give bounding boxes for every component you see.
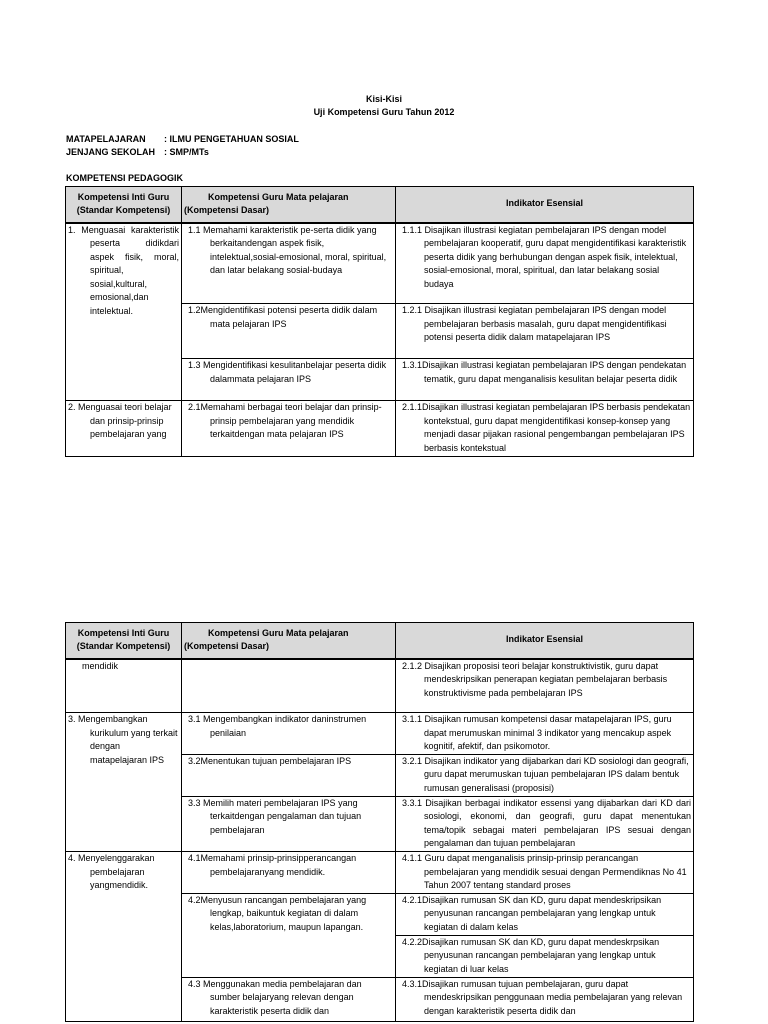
- subject-competency-cell: 1.2Mengidentifikasi potensi peserta didik dalam mata pelajaran IPS: [182, 304, 396, 359]
- indicator-cell: 4.2.1Disajikan rumusan SK dan KD, guru dapat mendeskripsikan penyusunan rancangan pembelajaran yang lengkap untuk kegiatan di dalam kelas: [396, 893, 694, 935]
- header-core-competency: Kompetensi Inti Guru (Standar Kompetensi): [66, 623, 182, 659]
- core-competency-cell: 2. Menguasai teori belajar dan prinsip-prinsip pembelajaran yang: [66, 401, 182, 457]
- indicator-cell: 3.3.1 Disajikan berbagai indikator essensi yang dijabarkan dari KD dari sosiologi, ekonomi, dan geografi, guru dapat menentukan tema/topik sebagai materi pembelajaran IPS sesuai dengan pengalaman dan tujuan pembelajaran: [396, 796, 694, 851]
- core-competency-cell: 3. Mengembangkan kurikulum yang terkait dengan matapelajaran IPS: [66, 713, 182, 852]
- subject-competency-cell: 3.2Menentukan tujuan pembelajaran IPS: [182, 754, 396, 796]
- document-title: Kisi-Kisi: [365, 94, 402, 104]
- subject-competency-cell: 4.3 Menggunakan media pembelajaran dan sumber belajaryang relevan dengan karakteristik peserta didik dan: [182, 977, 396, 1021]
- indicator-cell: 3.2.1 Disajikan indikator yang dijabarkan dari KD sosiologi dan geografi, guru dapat merumuskan tujuan pembelajaran IPS dalam bentuk rumusan generalisasi (proposisi): [396, 754, 694, 796]
- subject-value: : ILMU PENGETAHUAN SOSIAL: [164, 134, 299, 144]
- section-heading: KOMPETENSI PEDAGOGIK: [66, 173, 184, 183]
- table-header-row: [66, 623, 694, 659]
- indicator-cell: 2.1.2 Disajikan proposisi teori belajar konstruktivistik, guru dapat mendeskripsikan penerapan kegiatan pembelajaran berbasis konstruktivisme pada pembelajaran IPS: [396, 659, 694, 713]
- table-row: [66, 659, 694, 713]
- level-key: JENJANG SEKOLAH: [66, 147, 156, 157]
- indicator-cell: 4.3.1Disajikan rumusan tujuan pembelajaran, guru dapat mendeskripsikan penggunaan media pembelajaran yang relevan dengan karakteristik peserta didik dan: [396, 977, 694, 1021]
- indicator-cell: 1.3.1Disajikan illustrasi kegiatan pembelajaran IPS dengan pendekatan tematik, guru dapat menganalisis kesulitan belajar peserta didik: [396, 359, 694, 401]
- indicator-cell: 1.2.1 Disajikan illustrasi kegiatan pembelajaran IPS dengan model pembelajaran berbasis masalah, guru dapat mengidentifikasi potensi peserta didik dalam matapelajaran IPS: [396, 304, 694, 359]
- subject-key: MATAPELAJARAN: [66, 134, 146, 144]
- indicator-cell: 1.1.1 Disajikan illustrasi kegiatan pembelajaran IPS dengan model pembelajaran kooperatif, guru dapat mengidentifikasi karakteristik peserta didik yang berhubungan dengan aspek fisik, intelektual, sosial-emosional, moral, spiritual, dan latar belakang sosial budaya: [396, 223, 694, 304]
- document-subtitle: Uji Kompetensi Guru Tahun 2012: [313, 107, 455, 117]
- subject-competency-cell: 3.1 Mengembangkan indikator daninstrumen penilaian: [182, 713, 396, 755]
- subject-competency-cell: 2.1Memahami berbagai teori belajar dan prinsip-prinsip pembelajaran yang mendidik terkaitdengan mata pelajaran IPS: [182, 401, 396, 457]
- subject-competency-cell: [182, 659, 396, 713]
- subject-competency-cell: 1.1 Memahami karakteristik pe-serta didik yang berkaitandengan aspek fisik, intelektual,sosial-emosional, moral, spiritual, dan latar belakang sosial-budaya: [182, 223, 396, 304]
- competency-table-2: [65, 622, 694, 1022]
- indicator-cell: 4.1.1 Guru dapat menganalisis prinsip-prinsip perancangan pembelajaran yang mendidik sesuai dengan Permendiknas No 41 Tahun 2007 tentang standard proses: [396, 851, 694, 893]
- level-value: : SMP/MTs: [164, 147, 209, 157]
- table-row: [66, 851, 694, 893]
- subject-competency-cell: 1.3 Mengidentifikasi kesulitanbelajar peserta didik dalammata pelajaran IPS: [182, 359, 396, 401]
- core-competency-cell: mendidik: [66, 659, 182, 713]
- core-competency-cell: 1. Menguasai karakteristik peserta didikdari aspek fisik, moral, spiritual, sosial,kultural, emosional,dan intelektual.: [66, 223, 182, 401]
- table-header-row: [66, 187, 694, 223]
- core-competency-cell: 4. Menyelenggarakan pembelajaran yangmendidik.: [66, 851, 182, 1021]
- subject-competency-cell: 3.3 Memilih materi pembelajaran IPS yang terkaitdengan pengalaman dan tujuan pembelajaran: [182, 796, 396, 851]
- header-core-competency: Kompetensi Inti Guru (Standar Kompetensi): [66, 187, 182, 223]
- header-indicator: Indikator Esensial: [396, 187, 694, 223]
- indicator-cell: 2.1.1Disajikan illustrasi kegiatan pembelajaran IPS berbasis pendekatan kontekstual, guru dapat mengidentifikasi konsep-konsep yang menjadi dasar pijakan rasional pengembangan pembelajaran IPS berbasis kontekstual: [396, 401, 694, 457]
- indicator-cell: 3.1.1 Disajikan rumusan kompetensi dasar matapelajaran IPS, guru dapat merumuskan minimal 3 indikator yang mencakup aspek kognitif, afektif, dan psikomotor.: [396, 713, 694, 755]
- table-row: [66, 401, 694, 457]
- indicator-cell: 4.2.2Disajikan rumusan SK dan KD, guru dapat mendeskrpsikan penyusunan rancangan pembelajaran yang lengkap untuk kegiatan di luar kelas: [396, 935, 694, 977]
- header-subject-competency: Kompetensi Guru Mata pelajaran (Kompetensi Dasar): [182, 623, 396, 659]
- table-row: [66, 713, 694, 755]
- subject-competency-cell: 4.2Menyusun rancangan pembelajaran yang lengkap, baikuntuk kegiatan di dalam kelas,laboratorium, maupun lapangan.: [182, 893, 396, 977]
- competency-table-1: [65, 186, 694, 457]
- subject-competency-cell: 4.1Memahami prinsip-prinsipperancangan pembelajaranyang mendidik.: [182, 851, 396, 893]
- level-row: [66, 146, 209, 159]
- header-subject-competency: Kompetensi Guru Mata pelajaran (Kompetensi Dasar): [182, 187, 396, 223]
- header-indicator: Indikator Esensial: [396, 623, 694, 659]
- subject-row: [66, 133, 299, 146]
- table-row: [66, 223, 694, 304]
